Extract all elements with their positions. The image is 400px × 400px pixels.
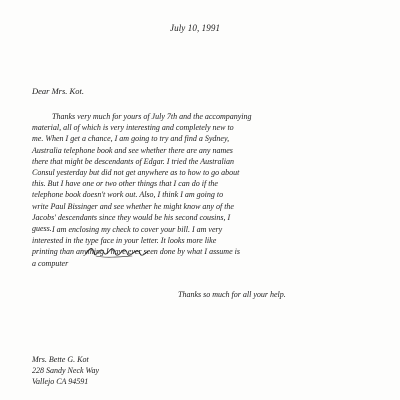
- handwritten-scrawl: [84, 245, 150, 259]
- paragraph-line: Jacobs' descendants since they would be his second cousins, I: [32, 212, 231, 222]
- paragraph-line: interested in the type face in your letter. It looks more like: [32, 236, 217, 246]
- paragraph-line: there that might be descendants of Edgar. I tried the Australian: [32, 156, 234, 166]
- paragraph-line: I am enclosing my check to cover your bill. I am very: [52, 225, 223, 234]
- paragraph-line: Australia telephone book and see whether there are any names: [32, 145, 233, 155]
- closing-line: Thanks so much for all your help.: [178, 290, 286, 299]
- paragraph-line: Consul yesterday but did not get anywhere as to how to go about: [32, 168, 240, 178]
- paragraph-line: me. When I get a chance, I am going to try and find a Sydney,: [32, 134, 230, 144]
- paragraph-line: guess.: [32, 224, 52, 234]
- salutation: Dear Mrs. Kot.: [32, 86, 84, 96]
- paragraph-line: telephone book doesn't work out. Also, I think I am going to: [32, 190, 224, 200]
- body-paragraph-1: [32, 111, 352, 234]
- paragraph-line: this. But I have one or two other things that I can do if the: [32, 179, 218, 189]
- paragraph-line: Thanks very much for yours of July 7th and the accompanying: [52, 112, 252, 121]
- paragraph-line: material, all of which is very interesting and completely new to: [32, 123, 234, 133]
- address-line: 228 Sandy Neck Way: [32, 366, 100, 376]
- letter-date: July 10, 1991: [170, 23, 221, 33]
- paragraph-line: printing than anything I have ever seen done by what I assume is: [32, 247, 240, 257]
- address-line: Mrs. Bette G. Kot: [32, 355, 89, 364]
- address-line: Vallejo CA 94591: [32, 377, 89, 387]
- body-paragraph-2: [32, 224, 352, 269]
- paragraph-line: write Paul Bissinger and see whether he might know any of the: [32, 201, 234, 211]
- recipient-address: [32, 354, 99, 388]
- paragraph-line: a computer: [32, 258, 69, 268]
